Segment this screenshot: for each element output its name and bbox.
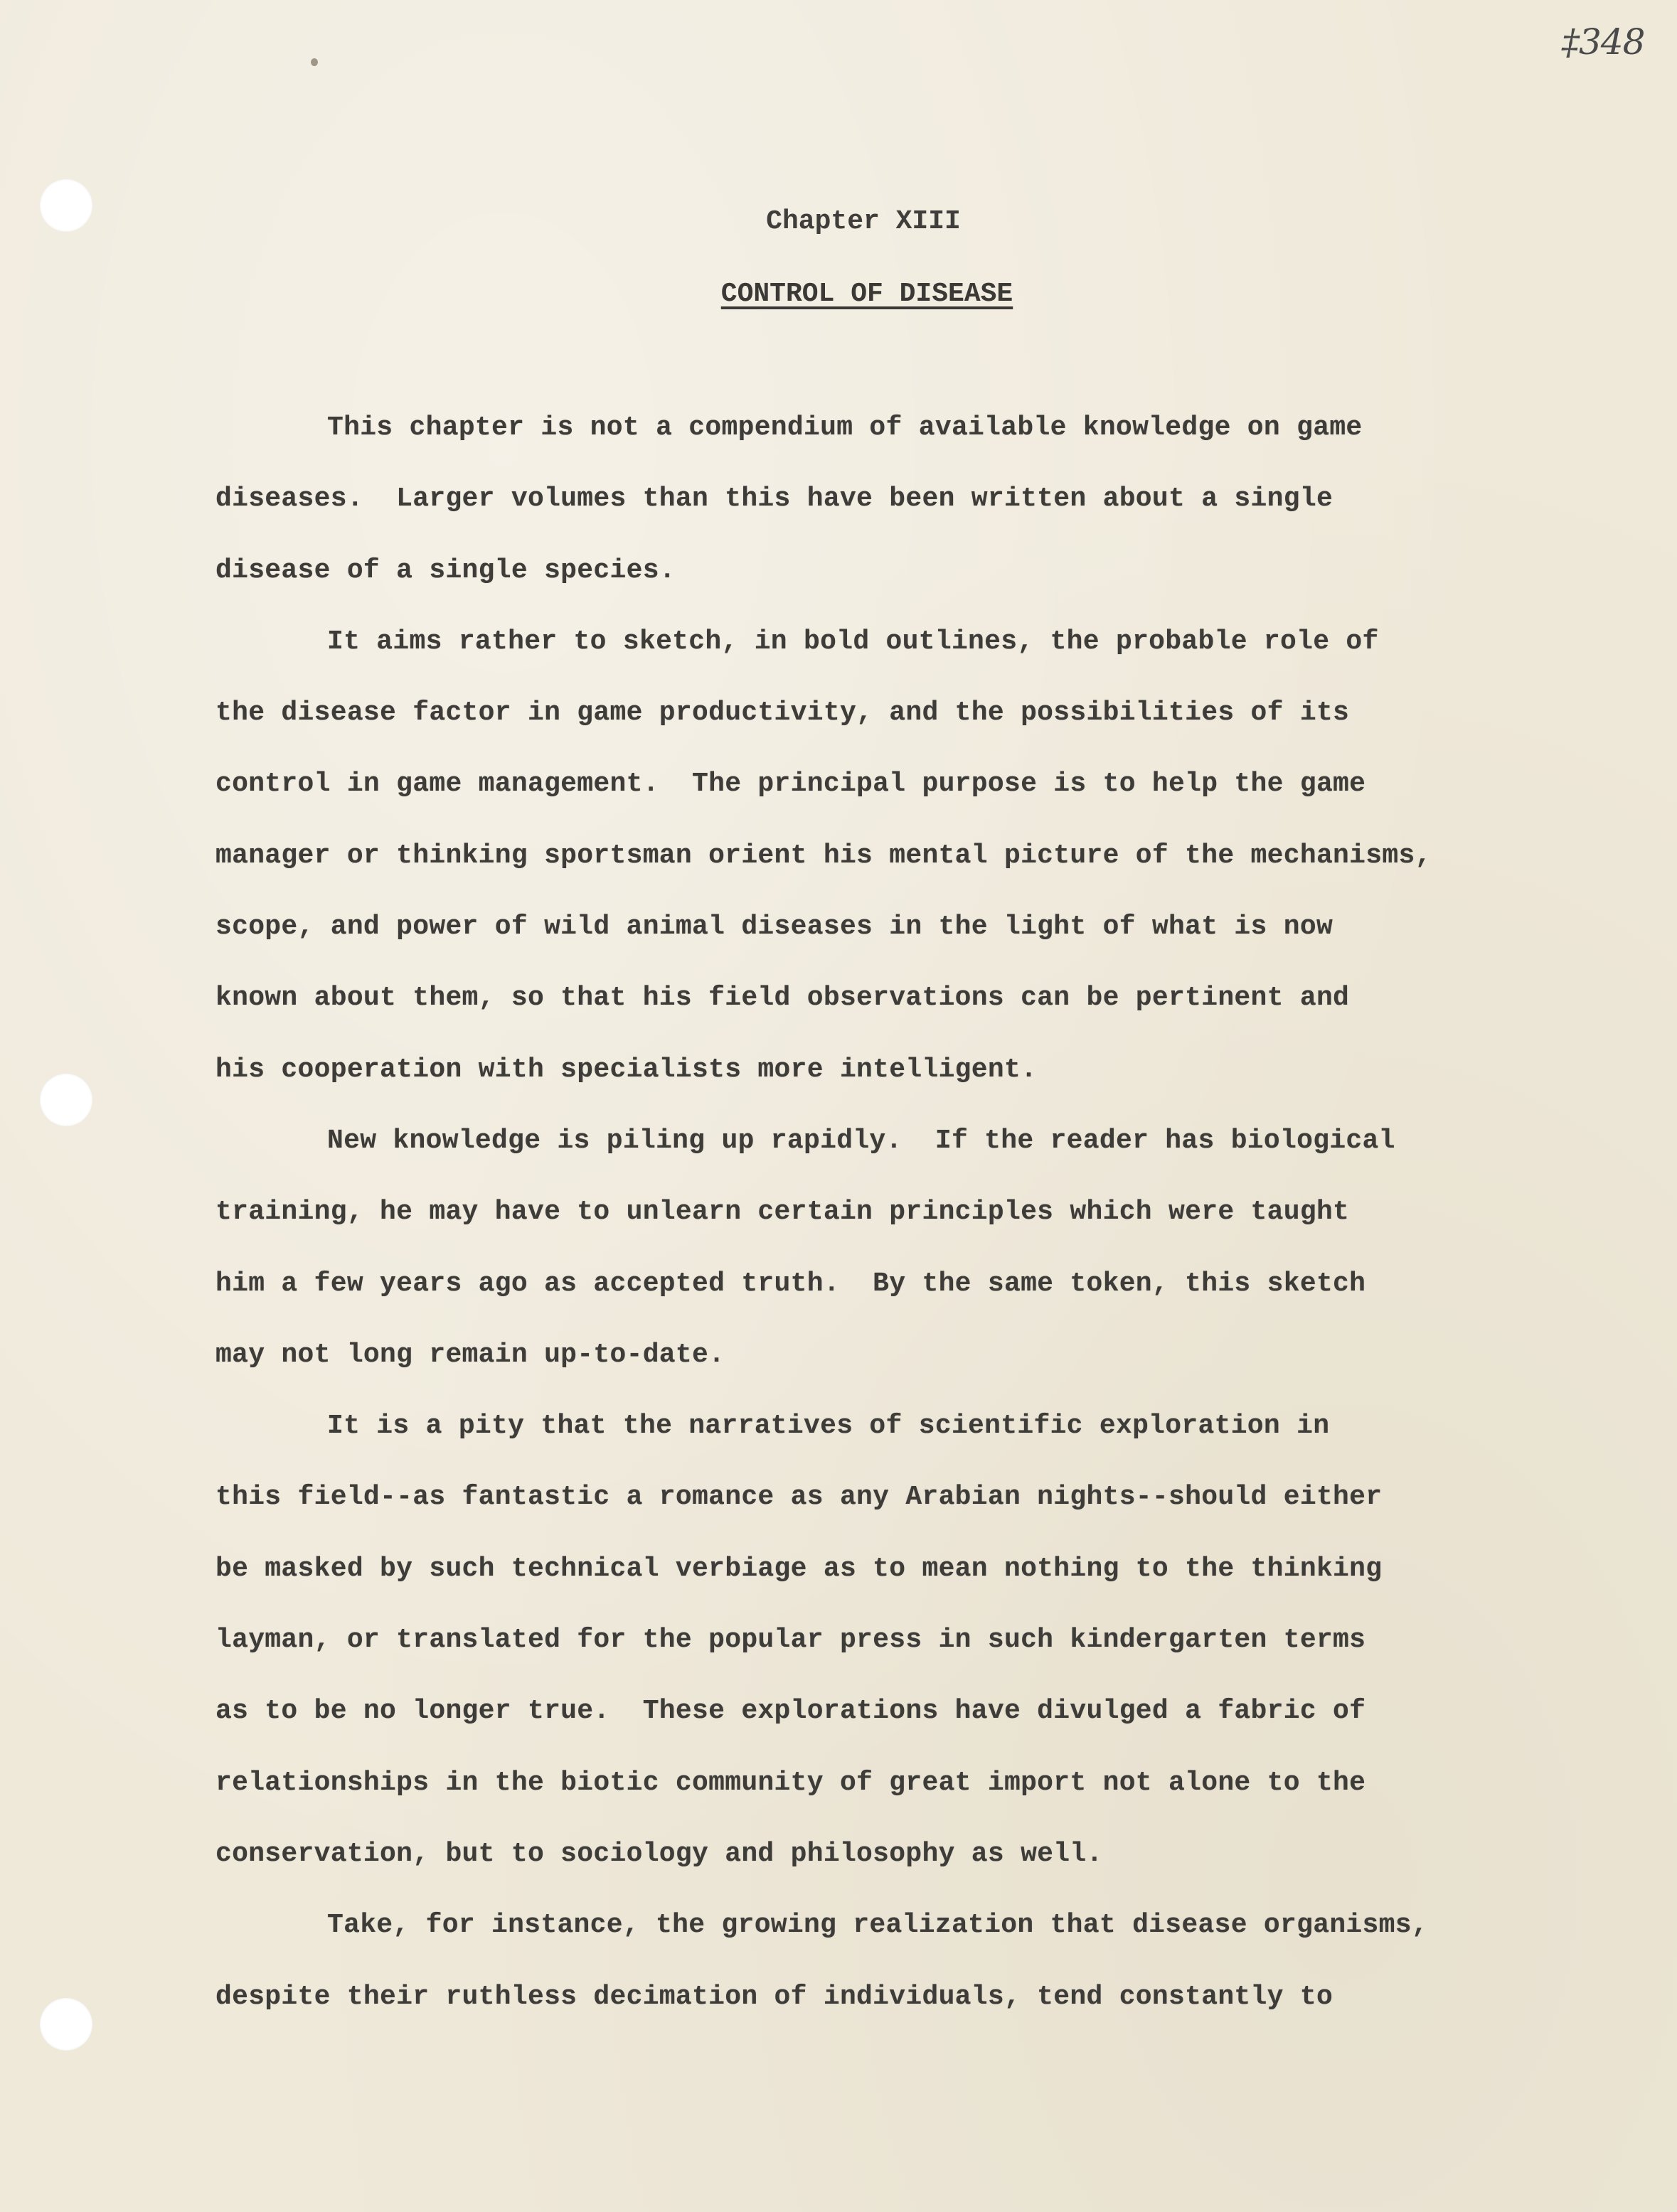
text-line: disease of a single species. bbox=[215, 555, 676, 586]
body-text bbox=[215, 392, 1553, 2033]
section-title bbox=[0, 279, 1677, 309]
text-line: Take, for instance, the growing realization that disease organisms, bbox=[327, 1910, 1428, 1941]
text-line: as to be no longer true. These explorations have divulged a fabric of bbox=[215, 1696, 1366, 1727]
text-line: diseases. Larger volumes than this have been written about a single bbox=[215, 483, 1333, 515]
text-line: relationships in the biotic community of great import not alone to the bbox=[215, 1767, 1366, 1798]
text-line: his cooperation with specialists more intelligent. bbox=[215, 1054, 1038, 1085]
paper-speck bbox=[311, 58, 318, 66]
text-line: known about them, so that his field observations can be pertinent and bbox=[215, 983, 1350, 1014]
text-line: be masked by such technical verbiage as to mean nothing to the thinking bbox=[215, 1553, 1383, 1584]
text-line: layman, or translated for the popular press in such kindergarten terms bbox=[215, 1625, 1366, 1656]
text-line: manager or thinking sportsman orient his mental picture of the mechanisms, bbox=[215, 840, 1432, 871]
text-line: may not long remain up-to-date. bbox=[215, 1339, 725, 1370]
text-line: This chapter is not a compendium of available knowledge on game bbox=[327, 412, 1363, 443]
text-line: despite their ruthless decimation of individuals, tend constantly to bbox=[215, 1981, 1333, 2012]
text-line: the disease factor in game productivity, and the possibilities of its bbox=[215, 698, 1350, 729]
punch-hole bbox=[40, 1074, 92, 1126]
text-line: conservation, but to sociology and philosophy as well. bbox=[215, 1838, 1103, 1869]
section-title-text: CONTROL OF DISEASE bbox=[720, 279, 1013, 309]
chapter-heading: Chapter XIII bbox=[766, 206, 961, 237]
text-line: scope, and power of wild animal diseases in the light of what is now bbox=[215, 912, 1333, 943]
text-line: It aims rather to sketch, in bold outlines, the probable role of bbox=[327, 626, 1379, 657]
text-line: training, he may have to unlearn certain principles which were taught bbox=[215, 1197, 1350, 1228]
text-line: It is a pity that the narratives of scientific exploration in bbox=[327, 1411, 1330, 1442]
punch-hole bbox=[40, 1998, 92, 2051]
text-line: him a few years ago as accepted truth. By the same token, this sketch bbox=[215, 1268, 1366, 1299]
text-line: New knowledge is piling up rapidly. If the reader has biological bbox=[327, 1125, 1395, 1156]
text-line: this field--as fantastic a romance as any Arabian nights--should either bbox=[215, 1482, 1383, 1513]
page-number: ‡348 bbox=[1562, 21, 1645, 63]
text-line: control in game management. The principal purpose is to help the game bbox=[215, 769, 1366, 800]
